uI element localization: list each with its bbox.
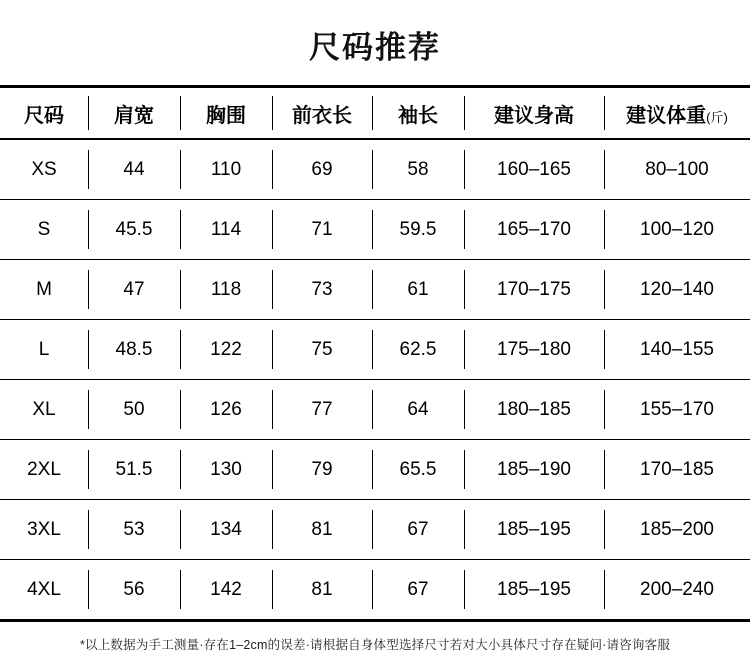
column-header-label: 肩宽: [114, 104, 154, 127]
cell-front-length: 69: [272, 139, 372, 200]
cell-sleeve: 67: [372, 500, 464, 560]
table-row: [0, 139, 750, 200]
cell-weight: 170–185: [604, 440, 750, 500]
cell-bust: 110: [180, 139, 272, 200]
cell-sleeve: 64: [372, 380, 464, 440]
column-header-label: 袖长: [398, 104, 438, 127]
size-table: [0, 85, 750, 622]
cell-size: S: [0, 200, 88, 260]
column-header-label: 建议身高: [494, 104, 574, 127]
cell-size: XS: [0, 139, 88, 200]
cell-shoulder: 44: [88, 139, 180, 200]
cell-weight: 200–240: [604, 560, 750, 621]
cell-shoulder: 53: [88, 500, 180, 560]
column-header-label: 胸围: [206, 104, 246, 127]
cell-size: XL: [0, 380, 88, 440]
cell-size: M: [0, 260, 88, 320]
cell-front-length: 77: [272, 380, 372, 440]
cell-shoulder: 51.5: [88, 440, 180, 500]
cell-sleeve: 67: [372, 560, 464, 621]
cell-height: 185–195: [464, 500, 604, 560]
cell-bust: 126: [180, 380, 272, 440]
cell-size: L: [0, 320, 88, 380]
cell-size: 2XL: [0, 440, 88, 500]
cell-bust: 118: [180, 260, 272, 320]
cell-weight: 80–100: [604, 139, 750, 200]
cell-sleeve: 59.5: [372, 200, 464, 260]
cell-weight: 120–140: [604, 260, 750, 320]
table-row: [0, 440, 750, 500]
cell-sleeve: 58: [372, 139, 464, 200]
table-header: [0, 87, 750, 140]
cell-bust: 134: [180, 500, 272, 560]
cell-height: 165–170: [464, 200, 604, 260]
cell-weight: 140–155: [604, 320, 750, 380]
cell-front-length: 81: [272, 560, 372, 621]
cell-shoulder: 48.5: [88, 320, 180, 380]
column-header-shoulder: [88, 87, 180, 140]
column-header-front-length: [272, 87, 372, 140]
column-header-unit: (斤): [706, 109, 728, 125]
cell-bust: 130: [180, 440, 272, 500]
cell-height: 175–180: [464, 320, 604, 380]
cell-sleeve: 65.5: [372, 440, 464, 500]
table-row: [0, 260, 750, 320]
cell-sleeve: 61: [372, 260, 464, 320]
column-header-bust: [180, 87, 272, 140]
cell-weight: 155–170: [604, 380, 750, 440]
cell-height: 185–195: [464, 560, 604, 621]
cell-front-length: 71: [272, 200, 372, 260]
cell-shoulder: 45.5: [88, 200, 180, 260]
table-body: [0, 139, 750, 621]
cell-bust: 114: [180, 200, 272, 260]
cell-shoulder: 50: [88, 380, 180, 440]
table-row: [0, 500, 750, 560]
column-header-size: [0, 87, 88, 140]
cell-front-length: 79: [272, 440, 372, 500]
column-header-sleeve: [372, 87, 464, 140]
column-header-weight: [604, 87, 750, 140]
table-header-row: [0, 87, 750, 140]
column-header-label: 建议体重: [626, 104, 707, 127]
column-header-label: 前衣长: [292, 104, 352, 127]
cell-height: 180–185: [464, 380, 604, 440]
column-header-height: [464, 87, 604, 140]
cell-height: 170–175: [464, 260, 604, 320]
cell-sleeve: 62.5: [372, 320, 464, 380]
column-header-label: 尺码: [24, 104, 64, 127]
cell-height: 185–190: [464, 440, 604, 500]
cell-size: 4XL: [0, 560, 88, 621]
cell-front-length: 73: [272, 260, 372, 320]
cell-shoulder: 56: [88, 560, 180, 621]
cell-front-length: 75: [272, 320, 372, 380]
table-row: [0, 320, 750, 380]
cell-bust: 142: [180, 560, 272, 621]
cell-shoulder: 47: [88, 260, 180, 320]
cell-size: 3XL: [0, 500, 88, 560]
cell-bust: 122: [180, 320, 272, 380]
page-title: 尺码推荐: [309, 30, 441, 65]
measurement-disclaimer: *以上数据为手工测量·存在1–2cm的误差·请根据自身体型选择尺寸若对大小具体尺寸存在疑问·请咨询客服: [79, 638, 671, 652]
cell-height: 160–165: [464, 139, 604, 200]
cell-front-length: 81: [272, 500, 372, 560]
cell-weight: 100–120: [604, 200, 750, 260]
cell-weight: 185–200: [604, 500, 750, 560]
table-row: [0, 380, 750, 440]
table-row: [0, 200, 750, 260]
table-row: [0, 560, 750, 621]
